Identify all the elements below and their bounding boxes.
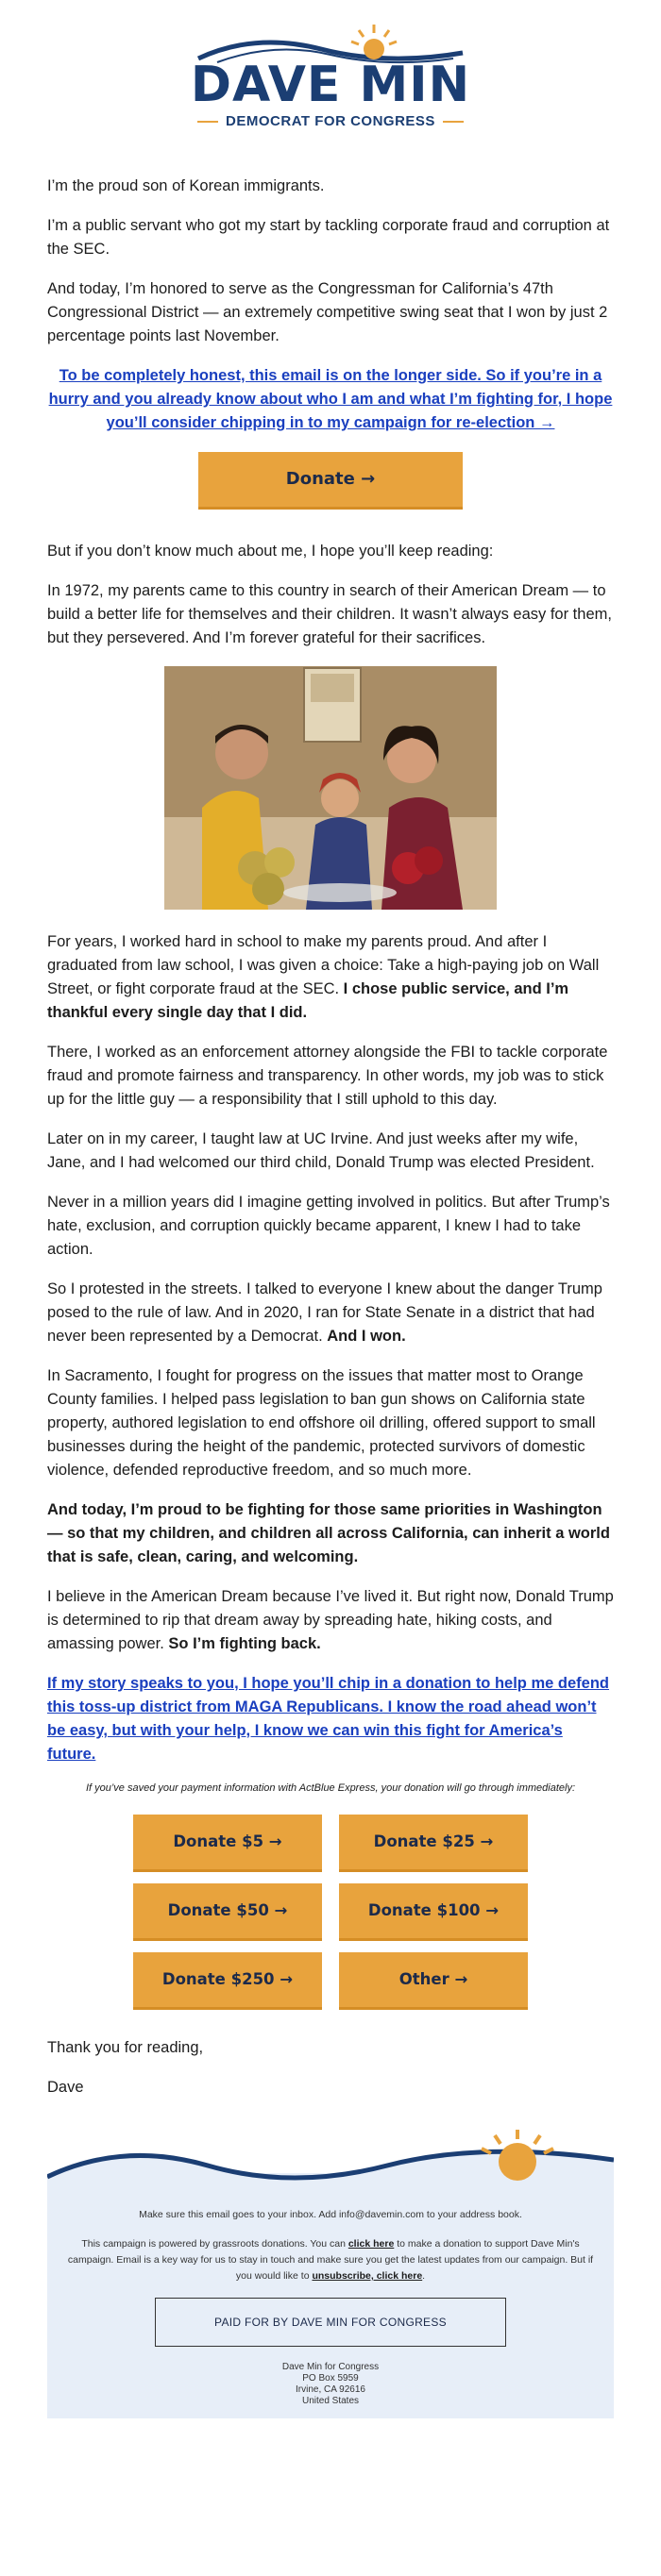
paragraph-state-senate	[47, 1278, 614, 1348]
state-senate-text: So I protested in the streets. I talked to everyone I knew about the danger Trump posed to the rule of law. And in 2020, I ran for State Senate in a district that had never been represented by a Democrat.	[47, 1280, 602, 1345]
candidate-tagline: DEMOCRAT FOR CONGRESS	[47, 113, 614, 129]
footer	[47, 2128, 614, 2418]
paragraph-congress: And today, I’m honored to serve as the Congressman for California’s 47th Congressional District — an extremely competitive swing seat that I won by just 2 percentage points last November.	[47, 280, 608, 344]
paragraph-intro: I’m the proud son of Korean immigrants.	[47, 177, 325, 194]
candidate-name: DAVE MIN	[190, 57, 471, 113]
paragraph-parents: In 1972, my parents came to this country in search of their American Dream — to build a better life for themselves and their children. It wasn’t always easy for them, but they persevered. And I’m forever grateful for their sacrifices.	[47, 582, 612, 646]
donate-250-button[interactable]: Donate $250 →	[133, 1952, 322, 2010]
donate-amount-grid	[133, 1815, 528, 2010]
paid-for-box: PAID FOR BY DAVE MIN FOR CONGRESS	[155, 2298, 506, 2347]
paragraph-uc-irvine: Later on in my career, I taught law at UC Irvine. And just weeks after my wife, Jane, and I had welcomed our third child, Donald Trump was elected President.	[47, 1130, 595, 1171]
inbox-note: Make sure this email goes to your inbox. Add info@davemin.com to your address book.	[139, 2209, 522, 2220]
donate-100-button[interactable]: Donate $100 →	[339, 1883, 528, 1941]
click-here-link[interactable]: click here	[347, 2238, 395, 2250]
paragraph-sec: I’m a public servant who got my start by tackling corporate fraud and corruption at the SEC.	[47, 217, 610, 258]
address-line: PO Box 5959	[302, 2373, 359, 2384]
donate-other-button[interactable]: Other →	[339, 1952, 528, 2010]
donate-25-button[interactable]: Donate $25 →	[339, 1815, 528, 1872]
paragraph-keep-reading: But if you don’t know much about me, I hope you’ll keep reading:	[47, 543, 494, 560]
grassroots-text-c: .	[422, 2270, 426, 2282]
paragraph-law-school	[47, 930, 614, 1025]
paragraph-fbi: There, I worked as an enforcement attorney alongside the FBI to tackle corporate fraud and promote fairness and transparency. In other words, my job was to stick up for the little guy — a responsibility that I still uphold to this day.	[47, 1044, 608, 1108]
link-paragraph-top	[47, 364, 614, 435]
fighting-back-bold: So I’m fighting back.	[168, 1635, 321, 1652]
unsubscribe-link[interactable]: unsubscribe, click here	[312, 2270, 423, 2282]
actblue-express-note: If you’ve saved your payment information with ActBlue Express, your donation will go through immediately:	[85, 1782, 576, 1794]
donate-button[interactable]: Donate →	[198, 452, 463, 510]
paragraph-washington	[47, 1498, 614, 1569]
address-line: United States	[301, 2396, 360, 2406]
and-i-won-bold: And I won.	[327, 1328, 406, 1345]
public-service-bold: I chose public service, and I’m thankful every single day that I did.	[47, 980, 569, 1021]
address-line: Irvine, CA 92616	[296, 2384, 365, 2395]
signoff-line: Dave	[47, 2079, 84, 2096]
donate-link-top[interactable]: To be completely honest, this email is on the longer side. So if you’re in a hurry and you already know about who I am and what I’m fighting for, I hope you’ll consider chipping in to my campaign for re-election →	[48, 367, 613, 431]
footer-wave-icon	[47, 2128, 614, 2194]
donate-link-story[interactable]: If my story speaks to you, I hope you’ll chip in a donation to help me defend this toss-up district from MAGA Republicans. I know the road ahead won’t be easy, but with your help, I know we can win this fight for America’s future.	[47, 1675, 609, 1763]
campaign-logo	[47, 0, 614, 175]
thanks-line: Thank you for reading,	[47, 2039, 204, 2056]
paragraph-politics: Never in a million years did I imagine getting involved in politics. But after Trump’s hate, exclusion, and corruption quickly became apparent, I knew I had to take action.	[47, 1194, 610, 1258]
donate-5-button[interactable]: Donate $5 →	[133, 1815, 322, 1872]
american-dream-text: I believe in the American Dream because I’ve lived it. But right now, Donald Trump is determined to rip that dream away by spreading hate, hiking costs, and amassing power.	[47, 1588, 614, 1652]
donate-50-button[interactable]: Donate $50 →	[133, 1883, 322, 1941]
address-line: Dave Min for Congress	[281, 2362, 380, 2372]
paragraph-sacramento: In Sacramento, I fought for progress on the issues that matter most to Orange County families. I helped pass legislation to ban gun shows on California state property, authored legislation to end offshore oil drilling, offered support to small businesses during the height of the pandemic, protected survivors of domestic violence, defended reproductive freedom, and so much more.	[47, 1367, 596, 1479]
grassroots-note	[66, 2236, 595, 2284]
grassroots-text-a: This campaign is powered by grassroots donations. You can	[81, 2238, 348, 2250]
grassroots-text-b: to make a donation to support Dave Min's campaign. Email is a key way for us to stay in touch and make sure you get the latest updates from our campaign. But if you would like to	[67, 2238, 594, 2282]
mailing-address	[66, 2362, 595, 2407]
washington-bold: And today, I’m proud to be fighting for those same priorities in Washington — so that my children, and children all across California, can inherit a world that is safe, clean, caring, and welcoming.	[47, 1501, 610, 1565]
paragraph-american-dream	[47, 1585, 614, 1656]
link-paragraph-story	[47, 1672, 614, 1766]
footer-box	[47, 2194, 614, 2418]
family-photo	[164, 666, 497, 910]
law-school-text: For years, I worked hard in school to make my parents proud. And after I graduated from law school, I was given a choice: Take a high-paying job on Wall Street, or fight corporate fraud at the SEC.	[47, 933, 600, 997]
